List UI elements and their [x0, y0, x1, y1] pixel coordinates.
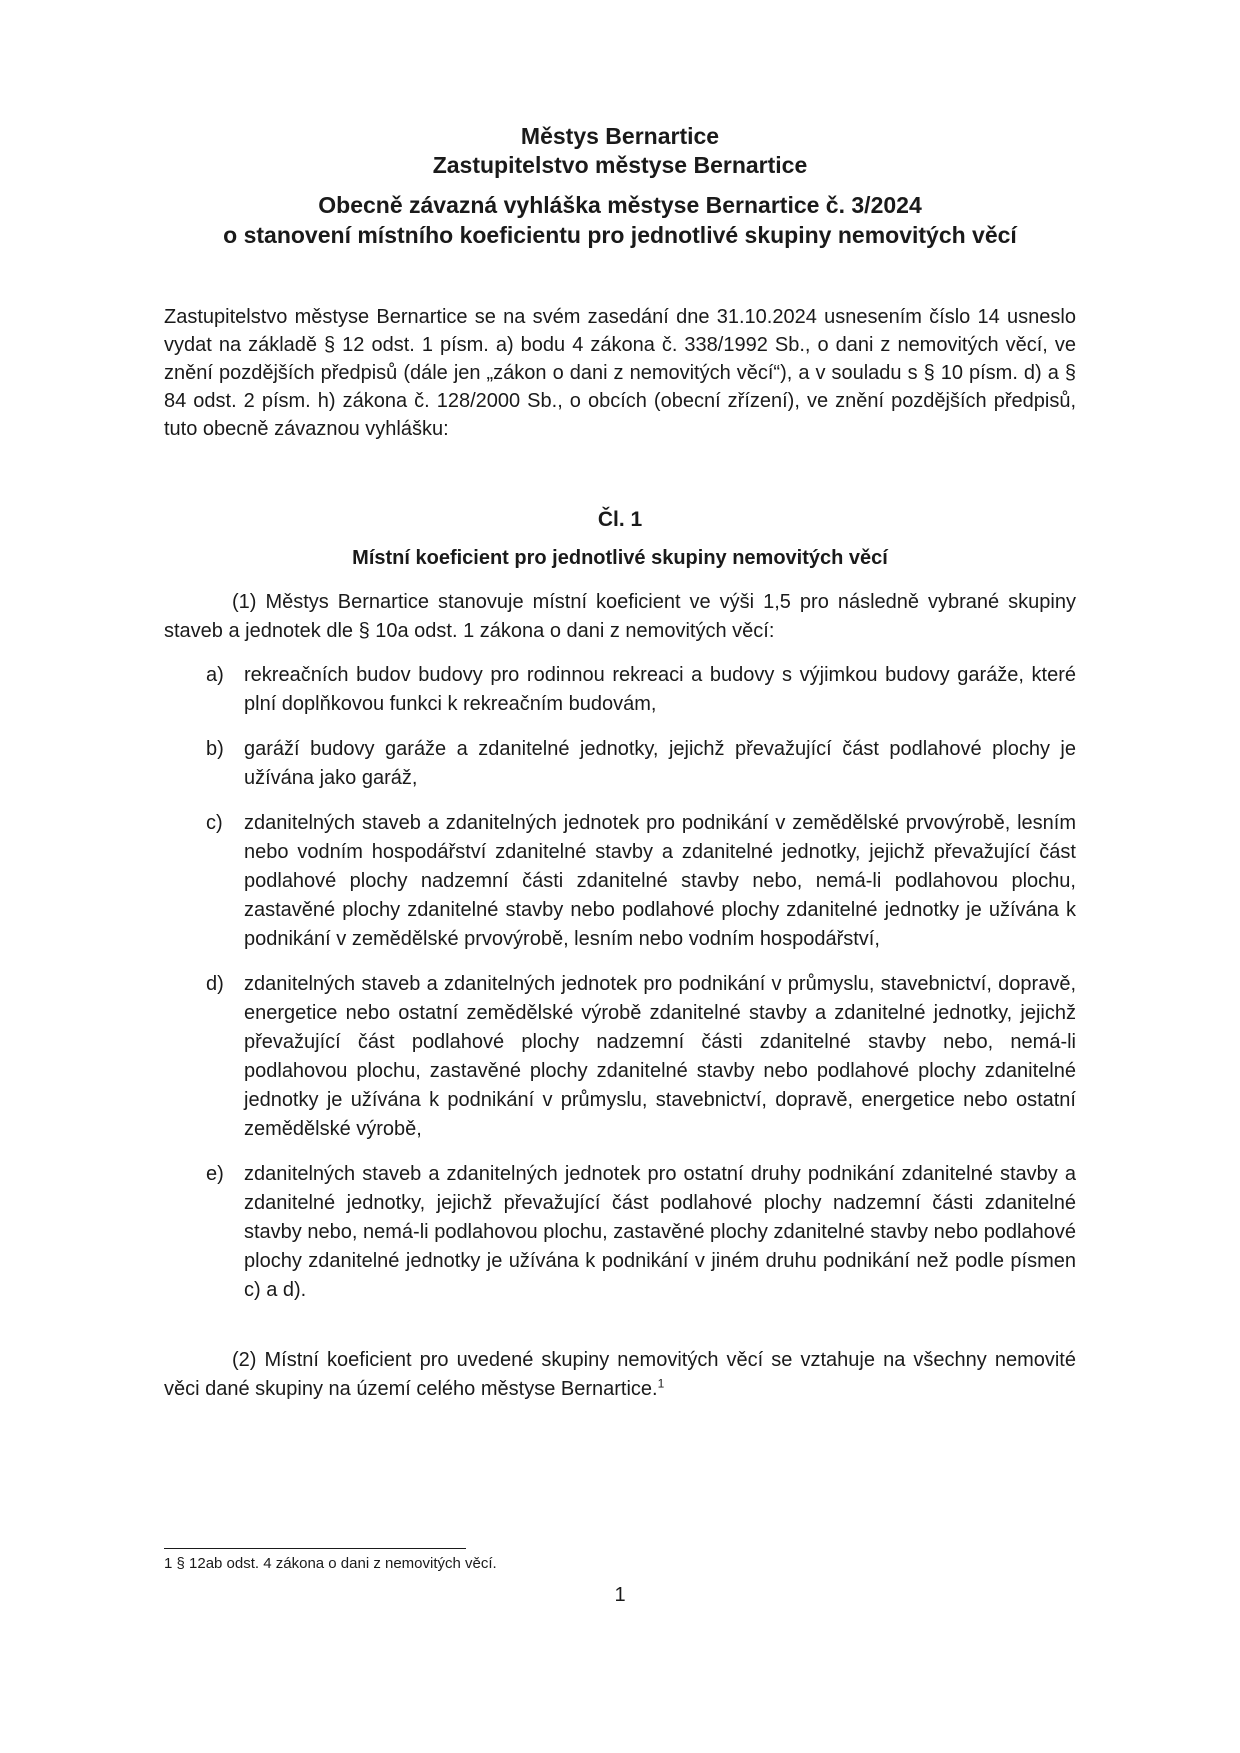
- list-item-marker: b): [206, 738, 224, 760]
- footnote-divider: [164, 1548, 466, 1549]
- building-groups-list: [164, 661, 1076, 1321]
- list-item-marker: d): [206, 973, 224, 995]
- council-name: Zastupitelstvo městyse Bernartice: [432, 152, 808, 178]
- list-item: [164, 809, 1076, 954]
- municipality-name: Městys Bernartice: [520, 123, 720, 149]
- list-item-text: rekreačních budov budovy pro rodinnou rekreaci a budovy s výjimkou budovy garáže, které plní doplňkovou funkci k rekreačním budovám,: [244, 664, 1076, 715]
- list-item-text: zdanitelných staveb a zdanitelných jednotek pro ostatní druhy podnikání zdanitelné stavby a zdanitelné jednotky, jejichž převažující část podlahové plochy nadzemní části zdanitelné stavby nebo, nemá-li podlahovou plochu, zastavěné plochy zdanitelné stavby nebo podlahové plochy zdanitelné jednotky je užívána k podnikání v jiném druhu podnikání než podle písmen c) a d).: [244, 1163, 1076, 1301]
- list-item-marker: e): [206, 1163, 224, 1185]
- list-item-text: zdanitelných staveb a zdanitelných jednotek pro podnikání v průmyslu, stavebnictví, dopravě, energetice nebo ostatní zemědělské výrobě zdanitelné stavby a zdanitelné jednotky, jejichž převažující část podlahové plochy nadzemní části zdanitelné stavby nebo, nemá-li podlahovou plochu, zastavěné plochy zdanitelné stavby nebo podlahové plochy zdanitelné jednotky je užívána k podnikání v průmyslu, stavebnictví, dopravě, energetice nebo ostatní zemědělské výrobě,: [244, 973, 1076, 1140]
- list-item: [164, 661, 1076, 719]
- article-title: Místní koeficient pro jednotlivé skupiny nemovitých věcí: [352, 547, 888, 569]
- article-paragraph-1: (1) Městys Bernartice stanovuje místní koeficient ve výši 1,5 pro následně vybrané skupiny staveb a jednotek dle § 10a odst. 1 zákona o dani z nemovitých věcí:: [164, 591, 1076, 642]
- paragraph-2-text: (2) Místní koeficient pro uvedené skupiny nemovitých věcí se vztahuje na všechny nemovité věci dané skupiny na území celého městyse Bernartice.: [164, 1349, 1076, 1400]
- article-number: Čl. 1: [597, 508, 643, 531]
- list-item-marker: c): [206, 812, 223, 834]
- list-item-marker: a): [206, 664, 224, 686]
- intro-paragraph: Zastupitelstvo městyse Bernartice se na svém zasedání dne 31.10.2024 usnesením číslo 14 usneslo vydat na základě § 12 odst. 1 písm. a) bodu 4 zákona č. 338/1992 Sb., o dani z nemovitých věcí, ve znění pozdějších předpisů (dále jen „zákon o dani z nemovitých věcí“), a v souladu s § 10 písm. d) a § 84 odst. 2 písm. h) zákona č. 128/2000 Sb., o obcích (obecní zřízení), ve znění pozdějších předpisů, tuto obecně závaznou vyhlášku:: [164, 306, 1076, 440]
- footnote-reference: 1: [657, 1376, 665, 1391]
- list-item-text: zdanitelných staveb a zdanitelných jednotek pro podnikání v zemědělské prvovýrobě, lesním nebo vodním hospodářství zdanitelné stavby a zdanitelné jednotky, jejichž převažující část podlahové plochy nadzemní části zdanitelné stavby nebo, nemá-li podlahovou plochu, zastavěné plochy zdanitelné stavby nebo podlahové plochy zdanitelné jednotky je užívána k podnikání v zemědělské prvovýrobě, lesním nebo vodním hospodářství,: [244, 812, 1076, 950]
- footnote: 1 § 12ab odst. 4 zákona o dani z nemovitých věcí.: [164, 1555, 497, 1572]
- title-line-2: o stanovení místního koeficientu pro jednotlivé skupiny nemovitých věcí: [223, 222, 1017, 248]
- document-header: [0, 122, 1240, 180]
- article-paragraph-2: [164, 1346, 1076, 1404]
- list-item: [164, 735, 1076, 793]
- title-line-1: Obecně závazná vyhláška městyse Bernartice č. 3/2024: [318, 192, 922, 218]
- list-item: [164, 970, 1076, 1144]
- list-item-text: garáží budovy garáže a zdanitelné jednotky, jejichž převažující část podlahové plochy je užívána jako garáž,: [244, 738, 1076, 789]
- page-number: 1: [614, 1584, 626, 1606]
- list-item: [164, 1160, 1076, 1305]
- document-title: [0, 190, 1240, 250]
